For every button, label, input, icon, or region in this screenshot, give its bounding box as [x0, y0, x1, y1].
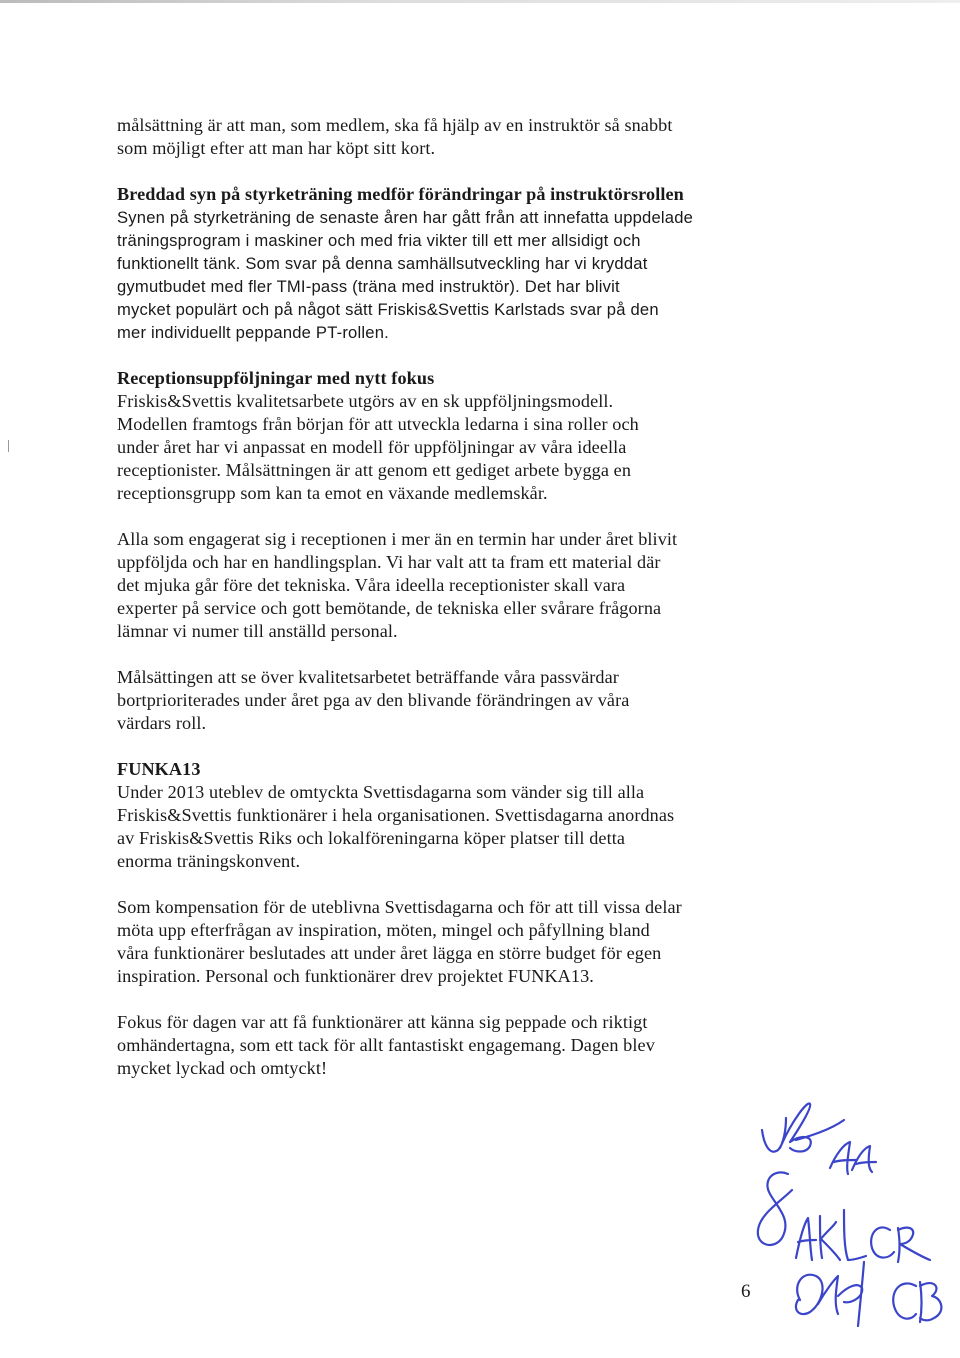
text-line: Under 2013 uteblev de omtyckta Svettisdagarna som vänder sig till alla: [117, 782, 645, 802]
scan-mark: [8, 440, 9, 452]
text-line: Modellen framtogs från början för att utveckla ledarna i sina roller och: [117, 414, 639, 434]
text-line: av Friskis&Svettis Riks och lokalföreningarna köper platser till detta: [117, 828, 626, 848]
text-line: målsättning är att man, som medlem, ska få hjälp av en instruktör så snabbt: [117, 115, 673, 135]
section-heading: FUNKA13: [117, 759, 201, 779]
text-line: gymutbudet med fler TMI-pass (träna med instruktör). Det har blivit: [117, 277, 620, 296]
text-line: Synen på styrketräning de senaste åren har gått från att innefatta uppdelade: [117, 208, 694, 227]
signature-ub: [762, 1103, 844, 1151]
text-line: Alla som engagerat sig i receptionen i mer än en termin har under året blivit: [117, 529, 678, 549]
text-line: Målsättingen att se över kvalitetsarbetet beträffande våra passvärdar: [117, 667, 619, 687]
document-body: [117, 114, 767, 1080]
section-funka13: [117, 758, 767, 873]
text-line: Friskis&Svettis kvalitetsarbete utgörs av en sk uppföljningsmodell.: [117, 391, 614, 411]
signature-akl: [796, 1210, 866, 1260]
text-line: omhändertagna, som ett tack för allt fantastiskt engagemang. Dagen blev: [117, 1035, 655, 1055]
section-heading: Breddad syn på styrketräning medför förändringar på instruktörsrollen: [117, 184, 684, 204]
text-line: funktionellt tänk. Som svar på denna samhällsutveckling har vi kryddat: [117, 254, 648, 273]
text-line: träningsprogram i maskiner och med fria vikter till ett mer allsidigt och: [117, 231, 641, 250]
text-line: mycket lyckad och omtyckt!: [117, 1058, 328, 1078]
text-line: värdars roll.: [117, 713, 207, 733]
signature-s: [758, 1172, 792, 1245]
text-line: inspiration. Personal och funktionärer drev projektet FUNKA13.: [117, 966, 594, 986]
text-line: receptionsgrupp som kan ta emot en växande medlemskår.: [117, 483, 548, 503]
text-line: som möjligt efter att man har köpt sitt kort.: [117, 138, 436, 158]
text-line: möta upp efterfrågan av inspiration, möten, mingel och påfyllning bland: [117, 920, 650, 940]
text-line: under året har vi anpassat en modell för uppföljningar av våra ideella: [117, 437, 627, 457]
signature-scribble: [796, 1262, 864, 1326]
text-line: uppföljda och har en handlingsplan. Vi har valt att ta fram ett material där: [117, 552, 661, 572]
text-line: experter på service och gott bemötande, de tekniska eller svårare frågorna: [117, 598, 662, 618]
paragraph-focus: [117, 1011, 767, 1080]
paragraph-intro: [117, 114, 767, 160]
signature-aa: [830, 1142, 876, 1174]
signature-cb: [893, 1282, 941, 1322]
text-line: bortprioriterades under året pga av den blivande förändringen av våra: [117, 690, 630, 710]
text-line: Friskis&Svettis funktionärer i hela organisationen. Svettisdagarna anordnas: [117, 805, 675, 825]
paragraph-hosts: [117, 666, 767, 735]
signature-initials: [740, 1090, 950, 1340]
text-line: enorma träningskonvent.: [117, 851, 301, 871]
scan-edge: [0, 0, 960, 3]
text-line: Fokus för dagen var att få funktionärer att känna sig peppade och riktigt: [117, 1012, 648, 1032]
text-line: våra funktionärer beslutades att under året lägga en större budget för egen: [117, 943, 662, 963]
text-line: Som kompensation för de uteblivna Svettisdagarna och för att till vissa delar: [117, 897, 682, 917]
signature-cr: [871, 1227, 930, 1262]
text-line: det mjuka går före det tekniska. Våra ideella receptionister skall vara: [117, 575, 626, 595]
paragraph-compensation: [117, 896, 767, 988]
text-line: mer individuellt peppande PT-rollen.: [117, 323, 389, 342]
text-line: lämnar vi numer till anställd personal.: [117, 621, 398, 641]
page-number: 6: [741, 1281, 751, 1302]
section-instructor-role: [117, 183, 767, 344]
text-line: mycket populärt och på något sätt Friskis&Svettis Karlstads svar på den: [117, 300, 659, 319]
section-heading: Receptionsuppföljningar med nytt fokus: [117, 368, 435, 388]
paragraph-reception-plan: [117, 528, 767, 643]
section-reception-followup: [117, 367, 767, 505]
text-line: receptionister. Målsättningen är att genom ett gediget arbete bygga en: [117, 460, 632, 480]
